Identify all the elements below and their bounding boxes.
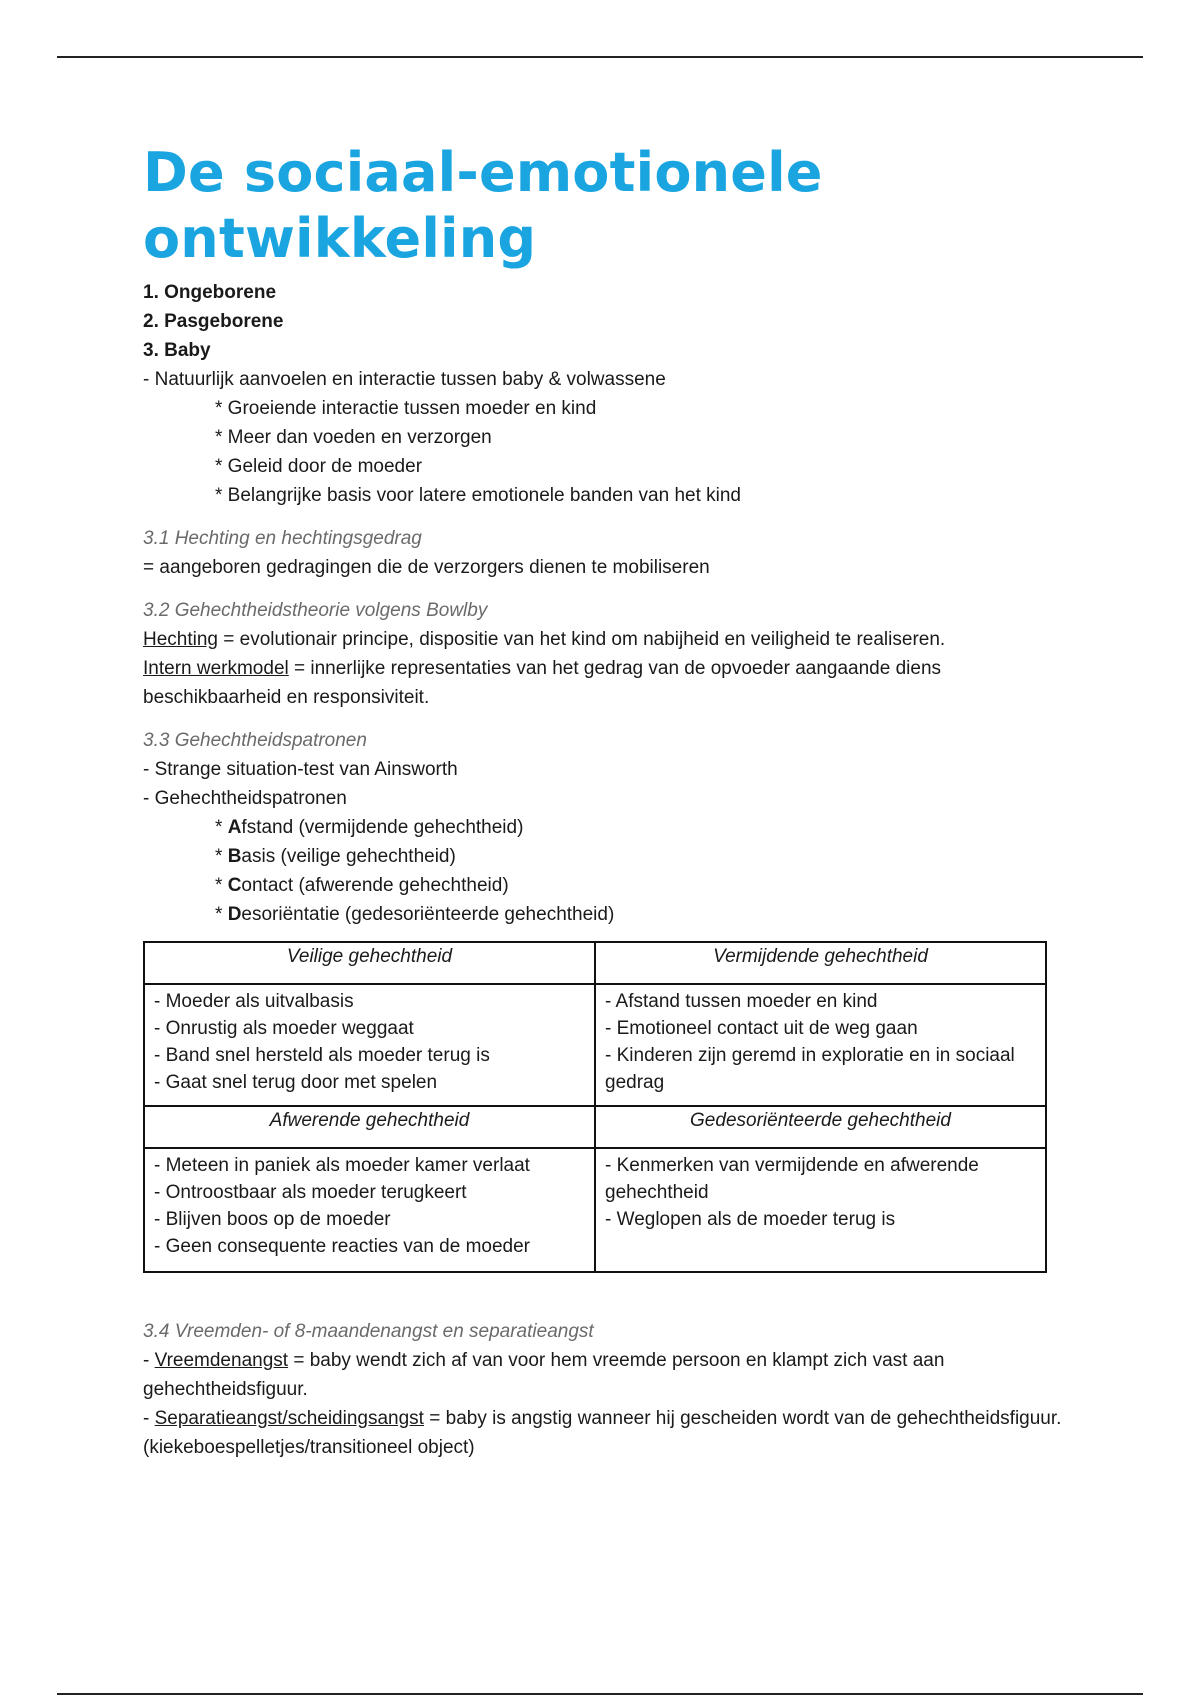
pattern-item: * Contact (afwerende gehechtheid) (215, 875, 509, 896)
section-3-1-text: = aangeboren gedragingen die de verzorgers dienen te mobiliseren (143, 557, 710, 578)
list-item: - Strange situation-test van Ainsworth (143, 759, 458, 780)
numbered-item-3: 3. Baby (143, 340, 211, 361)
term-separatieangst: Separatieangst/scheidingsangst (154, 1408, 424, 1429)
section-heading-3-4: 3.4 Vreemden- of 8-maandenangst en separatieangst (143, 1321, 594, 1342)
def-hechting: = evolutionair principe, dispositie van het kind om nabijheid en veiligheid te realiseren. (218, 629, 946, 650)
def-intern-werkmodel: = innerlijke representaties van het gedrag van de opvoeder aangaande diens beschikbaarheid en responsiviteit. (143, 658, 942, 708)
section-heading-3-1: 3.1 Hechting en hechtingsgedrag (143, 528, 422, 549)
table-header-vermijdend: Vermijdende gehechtheid (595, 942, 1046, 984)
term-vreemdenangst: Vreemdenangst (154, 1350, 289, 1371)
document-body (143, 140, 1063, 1462)
table-cell-afwerend: - Meteen in paniek als moeder kamer verlaat - Ontroostbaar als moeder terugkeert - Blijven boos op de moeder - Geen consequente reacties van de moeder (144, 1148, 595, 1272)
table-header-veilig: Veilige gehechtheid (144, 942, 595, 984)
table-cell-vermijdend: - Afstand tussen moeder en kind - Emotioneel contact uit de weg gaan - Kinderen zijn geremd in exploratie en in sociaal gedrag (595, 984, 1046, 1106)
baby-intro: - Natuurlijk aanvoelen en interactie tussen baby & volwassene (143, 369, 666, 390)
table-cell-gedesorienteerd: - Kenmerken van vermijdende en afwerende gehechtheid - Weglopen als de moeder terug is (595, 1148, 1046, 1272)
definition-hechting (143, 625, 1063, 654)
list-item: - Gehechtheidspatronen (143, 788, 347, 809)
top-rule (57, 56, 1143, 58)
baby-bullet: * Groeiende interactie tussen moeder en kind (215, 398, 597, 419)
baby-bullet: * Belangrijke basis voor latere emotionele banden van het kind (215, 485, 741, 506)
table-header-afwerend: Afwerende gehechtheid (144, 1106, 595, 1148)
section-heading-3-3: 3.3 Gehechtheidspatronen (143, 730, 367, 751)
numbered-item-1: 1. Ongeborene (143, 282, 277, 303)
page-title: De sociaal-emotionele ontwikkeling (143, 141, 823, 270)
baby-bullet: * Geleid door de moeder (215, 456, 423, 477)
numbered-item-2: 2. Pasgeborene (143, 311, 284, 332)
term-hechting: Hechting (143, 629, 218, 650)
attachment-table (143, 941, 1047, 1273)
definition-vreemdenangst: - Vreemdenangst = baby wendt zich af van voor hem vreemde persoon en klampt zich vast aan gehechtheidsfiguur. (143, 1350, 945, 1400)
pattern-item: * Afstand (vermijdende gehechtheid) (215, 817, 524, 838)
term-intern-werkmodel: Intern werkmodel (143, 658, 289, 679)
table-cell-veilig: - Moeder als uitvalbasis - Onrustig als moeder weggaat - Band snel hersteld als moeder terug is - Gaat snel terug door met spelen (144, 984, 595, 1106)
bottom-rule (57, 1693, 1143, 1695)
pattern-item: * Desoriëntatie (gedesoriënteerde gehechtheid) (215, 904, 615, 925)
pattern-item: * Basis (veilige gehechtheid) (215, 846, 456, 867)
definition-separatieangst: - Separatieangst/scheidingsangst = baby is angstig wanneer hij gescheiden wordt van de gehechtheidsfiguur. (kiekeboespelletjes/transitioneel object) (143, 1408, 1062, 1458)
table-header-gedesorienteerd: Gedesoriënteerde gehechtheid (595, 1106, 1046, 1148)
baby-bullet: * Meer dan voeden en verzorgen (215, 427, 492, 448)
section-heading-3-2: 3.2 Gehechtheidstheorie volgens Bowlby (143, 600, 488, 621)
definition-intern-werkmodel (143, 654, 1063, 712)
